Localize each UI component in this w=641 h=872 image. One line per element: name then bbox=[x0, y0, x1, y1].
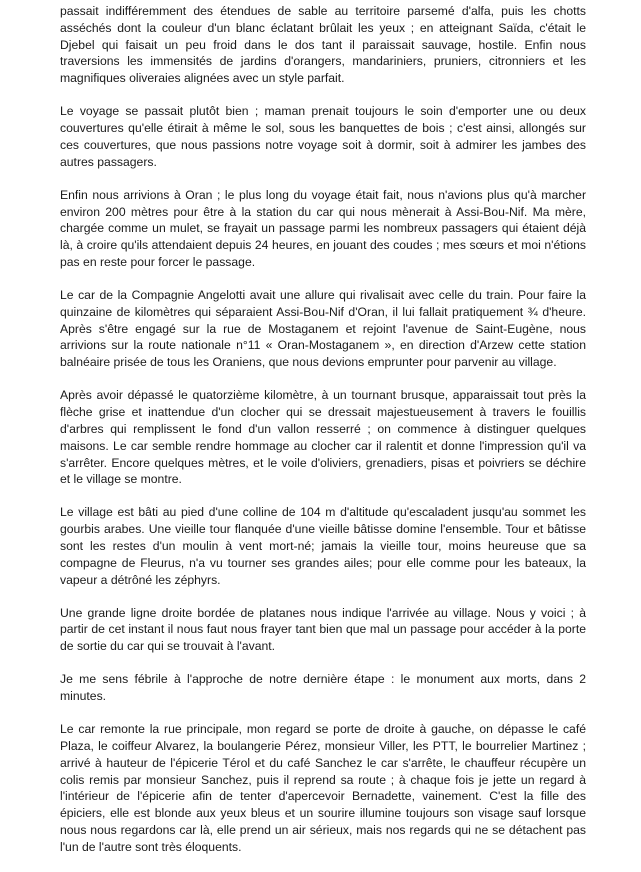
paragraph-angelotti-bus: Le car de la Compagnie Angelotti avait une allure qui rivalisait avec celle du train. Pour faire la quinzaine de kilomètres qui séparaient Assi-Bou-Nif d'Oran, il lui fallait pratiquement ¾ d'heure. Après s'être engagé sur la rue de Mostaganem et rejoint l'avenue de Saint-Eugène, nous arrivions sur la route nationale n°11 « Oran-Mostaganem », en direction d'Arzew cette station balnéaire prisée de tous les Oraniens, que nous devions emprunter pour parvenir au village. bbox=[60, 288, 586, 370]
paragraph-village-hill: Le village est bâti au pied d'une colline de 104 m d'altitude qu'escaladent jusqu'au sommet les gourbis arabes. Une vieille tour flanquée d'une vieille bâtisse domine l'ensemble. Tour et bâtisse sont les restes d'un moulin à vent mort-né; jamais la vieille tour, moins heureuse que sa compagne de Fleurus, n'a vu tourner ses grandes ailes; pour elle comme pour les bateaux, la vapeur a détrôné les zéphyrs. bbox=[60, 505, 586, 587]
paragraph-plane-trees: Une grande ligne droite bordée de platanes nous indique l'arrivée au village. Nous y voici ; à partir de cet instant il nous faut nous frayer tant bien que mal un passage pour accéder à la porte de sortie du car qui se trouvait à l'avant. bbox=[60, 605, 586, 654]
document-page bbox=[60, 3, 586, 872]
paragraph-travel-blankets: Le voyage se passait plutôt bien ; maman prenait toujours le soin d'emporter une ou deux couvertures qu'elle étirait à même le sol, sous les banquettes de bois ; c'est ainsi, allongés sur ces couvertures, que nous passions notre voyage soit à dormir, soit à admirer les jambes des autres passagers. bbox=[60, 104, 586, 169]
paragraph-journey-landscape: passait indifféremment des étendues de sable au territoire parsemé d'alfa, puis les chotts asséchés dont la couleur d'un blanc éclatant brûlait les yeux ; en atteignant Saïda, c'était le Djebel qui faisait un peu froid dans le dos tant il paraissait sauvage, hostile. Enfin nous traversions les immensités de jardins d'orangers, mandariniers, pruniers, citronniers et les magnifiques oliveraies alignées avec un style parfait. bbox=[60, 4, 586, 86]
paragraph-bell-tower: Après avoir dépassé le quatorzième kilomètre, à un tournant brusque, apparaissait tout près la flèche grise et inattendue d'un clocher qui se dressait majestueusement à travers le fouillis d'arbres qui remplissent le fond d'un vallon resserré ; on commence à distinguer quelques maisons. Le car semble rendre hommage au clocher car il ralentit et donne l'impression qu'il va s'arrêter. Encore quelques mètres, et le voile d'oliviers, grenadiers, pisas et poivriers se déchire et le village se montre. bbox=[60, 388, 586, 487]
paragraph-war-memorial: Je me sens fébrile à l'approche de notre dernière étape : le monument aux morts, dans 2 minutes. bbox=[60, 672, 586, 704]
paragraph-main-street: Le car remonte la rue principale, mon regard se porte de droite à gauche, on dépasse le café Plaza, le coiffeur Alvarez, la boulangerie Pérez, monsieur Viller, les PTT, le bourrelier Martinez ; arrivé à hauteur de l'épicerie Térol et du café Sanchez le car s'arrête, le chauffeur récupère un colis remis par monsieur Sanchez, puis il reprend sa route ; à chaque fois je jette un regard à l'intérieur de l'épicerie afin de tenter d'apercevoir Bernadette, vainement. C'est la fille des épiciers, elle est blonde aux yeux bleus et un sourire illumine toujours son visage sauf lorsque nous nous regardons car là, elle prend un air sérieux, mais nos regards qui ne se détachent pas l'un de l'autre sont très éloquents. bbox=[60, 722, 586, 854]
paragraph-arrival-oran: Enfin nous arrivions à Oran ; le plus long du voyage était fait, nous n'avions plus qu'à marcher environ 200 mètres pour être à la station du car qui nous mènerait à Assi-Bou-Nif. Ma mère, chargée comme un mulet, se frayait un passage parmi les nombreux passagers qui étaient déjà là, à croire qu'ils attendaient depuis 24 heures, en jouant des coudes ; mes sœurs et moi n'étions pas en reste pour forcer le passage. bbox=[60, 187, 586, 269]
